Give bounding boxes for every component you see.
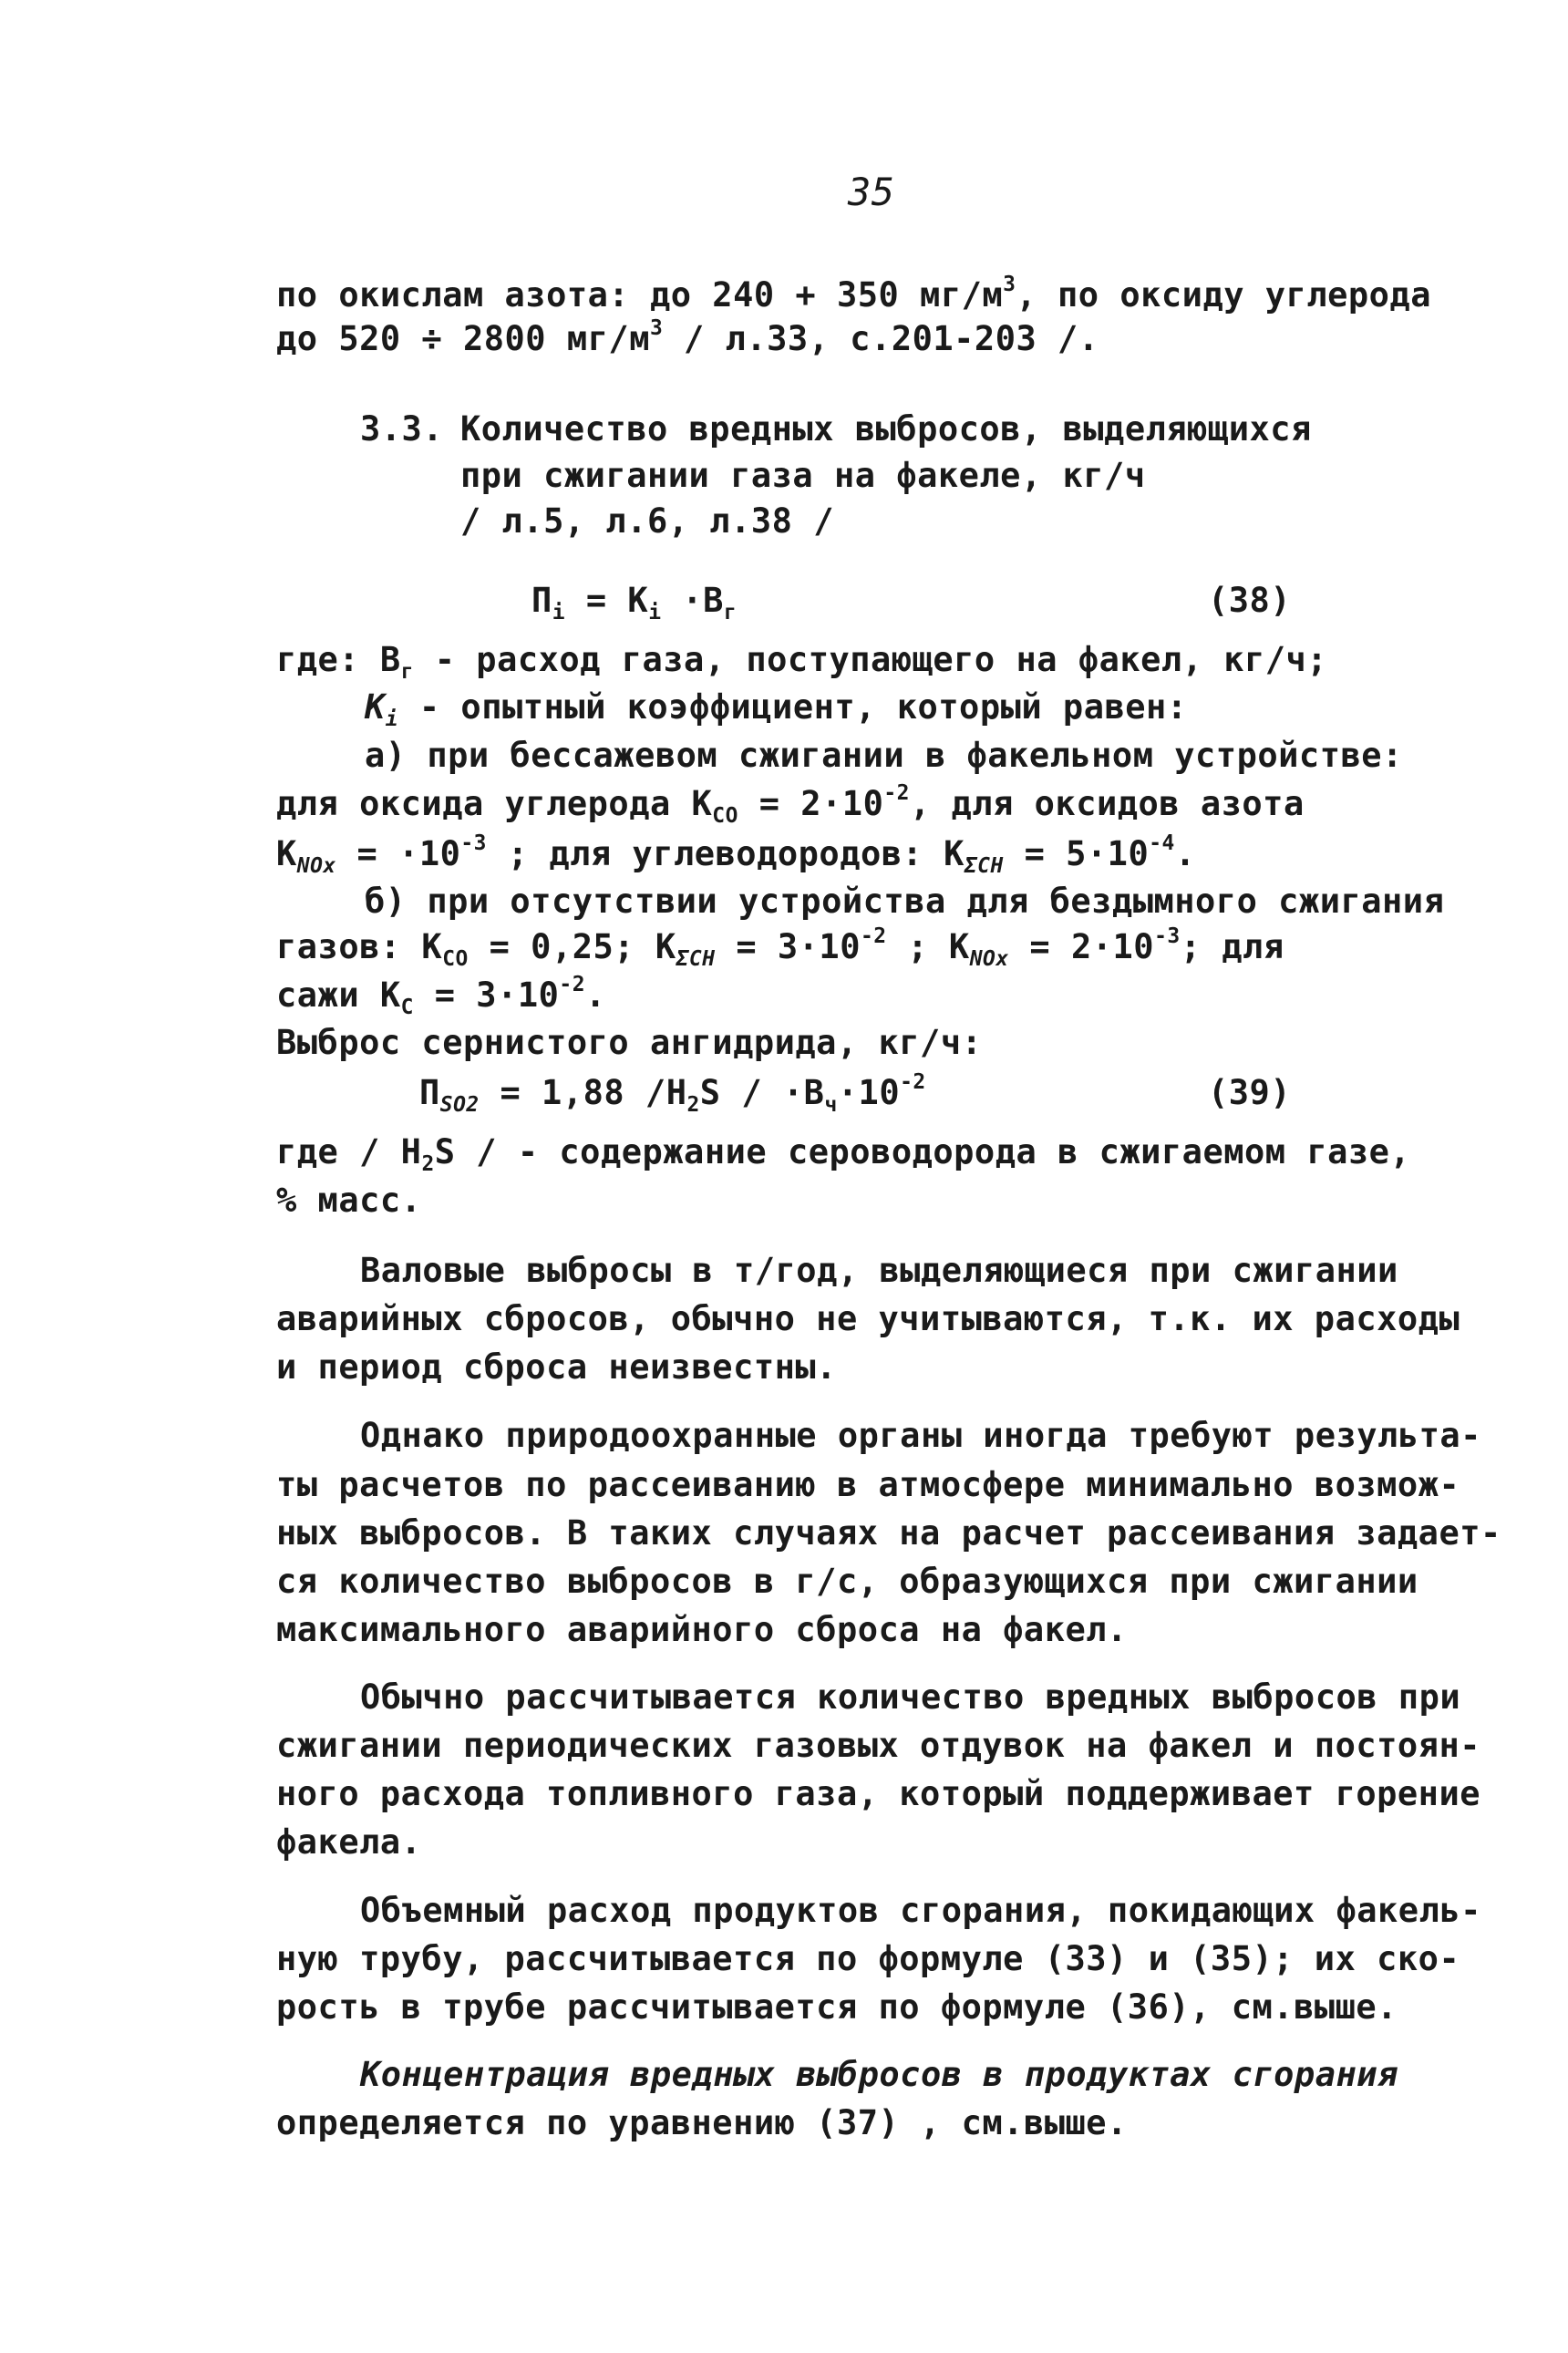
so2-label: Выброс сернистого ангидрида, кг/ч:: [276, 1023, 983, 1062]
eq39-rhs-sup: -2: [900, 1069, 926, 1094]
eq39-rhs: ·10: [837, 1073, 901, 1112]
defs38-l4c: , для оксидов азота: [909, 784, 1305, 823]
defs38-l5sub2: ΣCH: [964, 854, 1004, 879]
section-number: 3.3.: [360, 409, 444, 449]
paragraph-4-line: рость в трубе рассчитывается по формуле (36), см.выше.: [276, 1987, 1398, 2027]
paragraph-2-line: ся количество выбросов в г/с, образующихся при сжигании: [276, 1562, 1418, 1601]
defs38-l7sub: CO: [442, 947, 469, 972]
paragraph-5-line: определяется по уравнению (37) , см.выше.: [276, 2103, 1128, 2142]
intro-line-1-sup: 3: [1003, 272, 1016, 296]
defs38-l7e: = 2·10: [1008, 927, 1155, 966]
intro-line-1-text: по окислам азота: до 240 + 350 мг/м: [276, 275, 1004, 315]
paragraph-2-line: Однако природоохранные органы иногда требуют результа-: [360, 1416, 1481, 1455]
eq38-lhs: П: [531, 581, 552, 620]
defs38-l5e: .: [1174, 834, 1196, 873]
paragraph-2-line: ты расчетов по рассеиванию в атмосфере минимально возмож-: [276, 1465, 1460, 1504]
defs38-l8sup: -2: [559, 972, 586, 996]
paragraph-2-line: ных выбросов. В таких случаях на расчет рассеивания задает-: [276, 1513, 1501, 1553]
paragraph-1-line: и период сброса неизвестны.: [276, 1347, 837, 1387]
defs38-l5sup: -3: [460, 831, 487, 855]
defs39-line-1: [276, 1132, 1411, 1177]
equation-39: [419, 1069, 926, 1118]
defs39-l1b: S / - содержание сероводорода в сжигаемом газе,: [434, 1132, 1411, 1171]
intro-line-1-tail: , по оксиду углерода: [1016, 275, 1431, 315]
section-title-line-1: Количество вредных выбросов, выделяющихся: [460, 409, 1312, 449]
defs38-l7b: = 0,25; K: [468, 927, 676, 966]
defs38-line-8: [276, 972, 606, 1020]
defs38-l7c: = 3·10: [715, 927, 861, 966]
paragraph-1-line: Валовые выбросы в т/год, выделяющиеся при сжигании: [360, 1251, 1398, 1290]
paragraph-4-line: Объемный расход продуктов сгорания, покидающих факель-: [360, 1891, 1481, 1930]
defs38-l5sub: NOx: [296, 854, 336, 879]
paragraph-4-line: ную трубу, рассчитывается по формуле (33) и (35); их ско-: [276, 1939, 1460, 1978]
defs38-line-2: [365, 687, 1188, 732]
equation-39-number: (39): [1208, 1073, 1292, 1112]
page-number: 35: [848, 170, 895, 214]
defs39-l1sub: 2: [421, 1152, 435, 1177]
intro-line-1: [276, 272, 1431, 315]
defs38-l4a: для оксида углерода K: [276, 784, 713, 823]
eq38-mid-sub: i: [648, 601, 662, 625]
defs38-line-7: [276, 924, 1284, 972]
defs38-l8a: сажи K: [276, 975, 401, 1015]
defs38-l1b: - расход газа, поступающего на факел, кг/ч;: [413, 640, 1328, 679]
section-title-line-2: при сжигании газа на факеле, кг/ч: [460, 456, 1146, 495]
defs38-l7d: ; K: [886, 927, 970, 966]
defs38-line-6: б) при отсутствии устройства для бездымного сжигания: [365, 882, 1445, 921]
defs38-line-3: а) при бессажевом сжигании в факельном устройстве:: [365, 736, 1403, 775]
paragraph-3-line: факела.: [276, 1822, 422, 1862]
eq38-rhs: ·В: [661, 581, 724, 620]
defs38-l4b: = 2·10: [738, 784, 884, 823]
intro-line-2-text: до 520 ÷ 2800 мг/м: [276, 319, 650, 358]
defs39-line-2: % масс.: [276, 1181, 422, 1220]
defs38-l1a: где: В: [276, 640, 401, 679]
paragraph-1-line: аварийных сбросов, обычно не учитываются, т.к. их расходы: [276, 1299, 1460, 1338]
paragraph-3-line: ного расхода топливного газа, который поддерживает горение: [276, 1774, 1481, 1813]
section-title-line-3: / л.5, л.6, л.38 /: [460, 501, 834, 541]
equation-38-number: (38): [1208, 581, 1292, 620]
defs38-l1sub: г: [400, 660, 414, 685]
intro-line-2-tail: / л.33, с.201-203 /.: [663, 319, 1099, 358]
eq39-mid-sub: 2: [686, 1093, 700, 1118]
paragraph-3-line: сжигании периодических газовых отдувок на факел и постоян-: [276, 1726, 1481, 1765]
eq38-rhs-sub: г: [723, 601, 738, 625]
eq39-lhs-sub: SO2: [439, 1093, 480, 1118]
defs38-l5a: K: [276, 834, 297, 873]
intro-line-2: [276, 315, 1099, 358]
eq38-mid: = K: [565, 581, 649, 620]
defs38-line-4: [276, 780, 1305, 829]
eq39-mid: = 1,88 /H: [479, 1073, 687, 1112]
defs38-l8sub: С: [400, 996, 414, 1020]
defs38-l5d: = 5·10: [1003, 834, 1150, 873]
defs38-l7f: ; для: [1180, 927, 1284, 966]
defs38-l8c: .: [585, 975, 606, 1015]
paragraph-3-line: Обычно рассчитывается количество вредных выбросов при: [360, 1677, 1461, 1717]
defs38-l7sub2: ΣCH: [676, 947, 716, 972]
intro-line-2-sup: 3: [649, 315, 664, 340]
defs38-l5c: ; для углеводородов: K: [487, 834, 965, 873]
defs38-l5b: = ·10: [335, 834, 461, 873]
eq39-mid2-sub: ч: [824, 1093, 838, 1118]
eq39-mid2: S / ·В: [699, 1073, 825, 1112]
defs38-line-5: [276, 831, 1196, 879]
defs38-l7sub3: NOx: [969, 947, 1009, 972]
defs38-l7a: газов: K: [276, 927, 443, 966]
defs38-l2sub: i: [385, 707, 399, 732]
defs38-l5sup2: -4: [1149, 831, 1175, 855]
defs38-l4sub: CO: [712, 804, 738, 829]
defs38-l2a: K: [365, 687, 386, 727]
defs38-l7sup: -2: [860, 924, 887, 948]
equation-38: [531, 581, 738, 625]
defs38-line-1: [276, 640, 1328, 685]
defs39-l1a: где / H: [276, 1132, 422, 1171]
defs38-l2b: - опытный коэффициент, который равен:: [398, 687, 1188, 727]
defs38-l8b: = 3·10: [413, 975, 560, 1015]
paragraph-2-line: максимального аварийного сброса на факел.: [276, 1610, 1128, 1649]
defs38-l4sup: -2: [883, 780, 910, 805]
eq39-lhs: П: [419, 1073, 440, 1112]
eq38-lhs-sub: i: [552, 601, 566, 625]
defs38-l7sup2: -3: [1154, 924, 1181, 948]
paragraph-5-line: Концентрация вредных выбросов в продуктах сгорания: [360, 2055, 1398, 2094]
